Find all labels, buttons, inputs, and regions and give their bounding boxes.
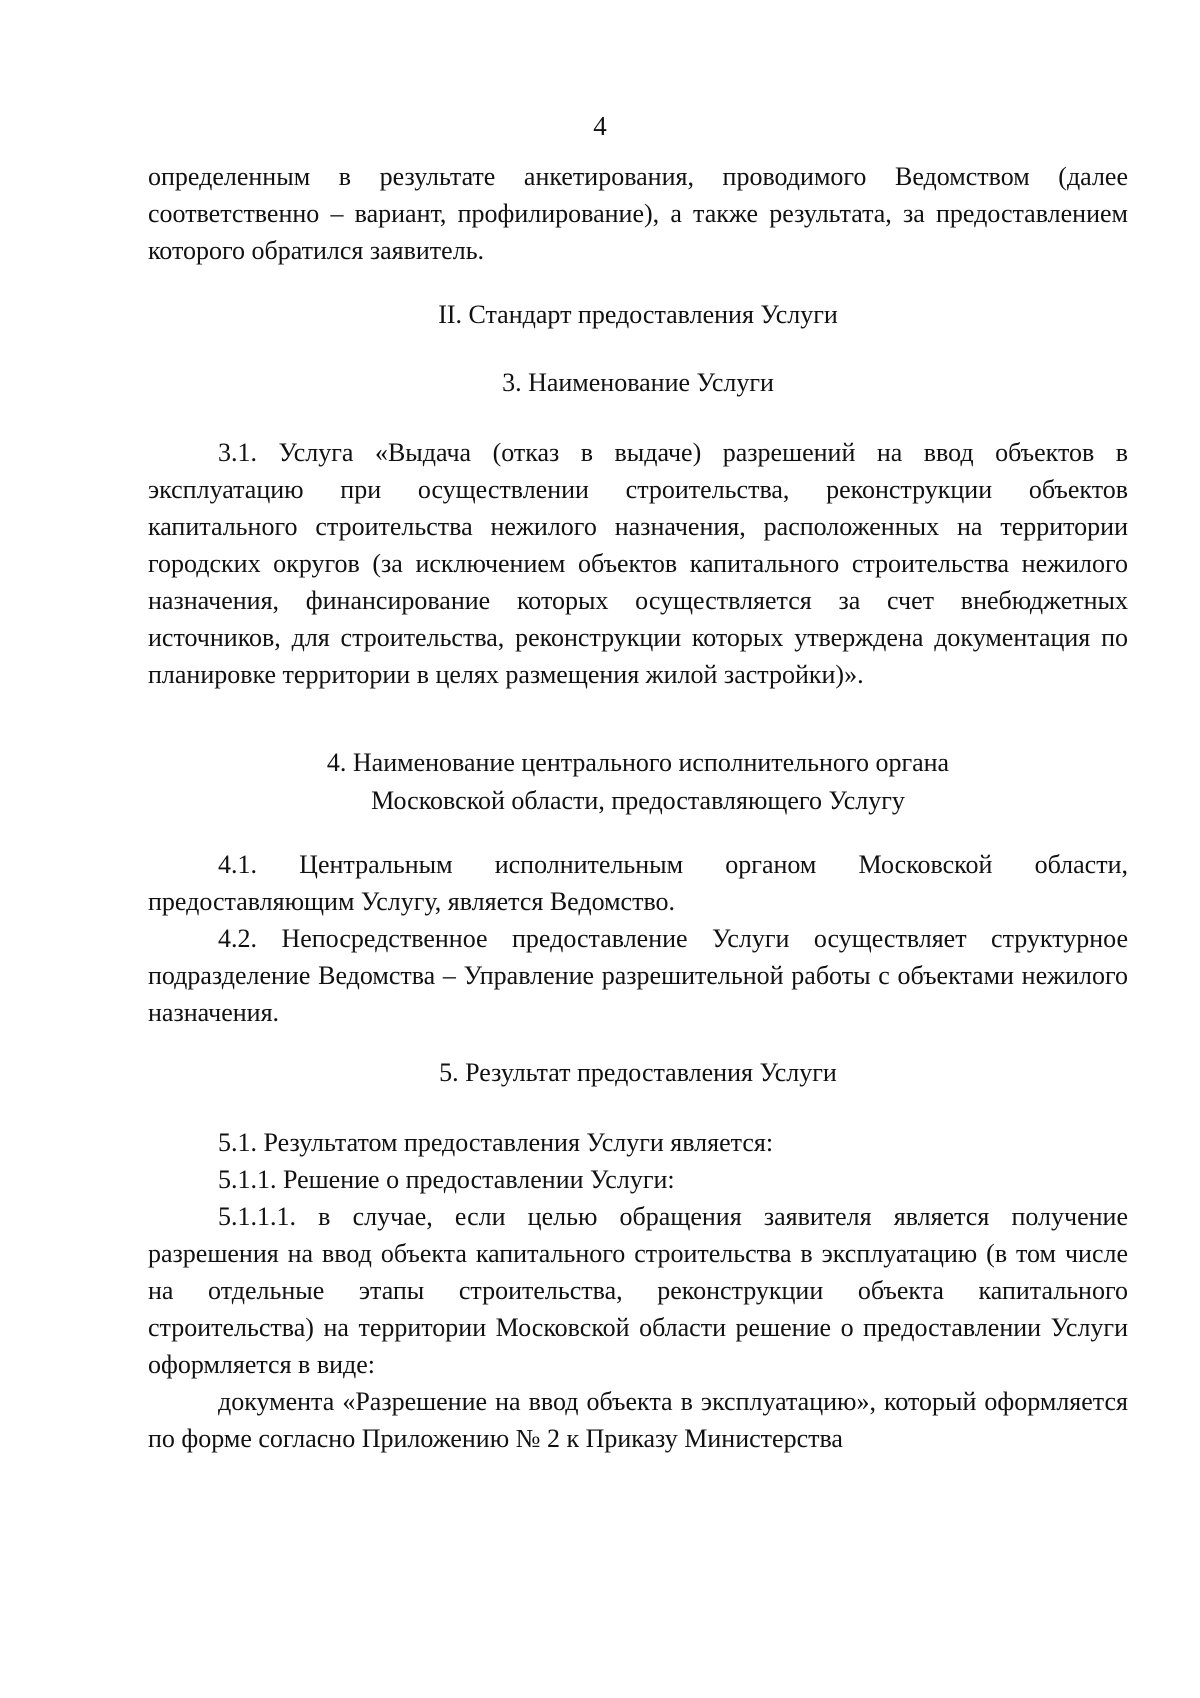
section-5-body xyxy=(148,1124,1128,1457)
section-4-body xyxy=(148,846,1128,1031)
section-3-title: 3. Наименование Услуги xyxy=(502,368,774,397)
paragraph-5-1-1-1: 5.1.1.1. в случае, если целью обращения заявителя является получение разрешения на ввод объекта капитального строительства в эксплуатацию (в том числе на отдельные этапы строительства, реконструкции объекта капитального строительства) на территории Московской области решение о предоставлении Услуги оформляется в виде: xyxy=(148,1202,1128,1379)
section-3-body xyxy=(148,434,1128,693)
paragraph-document-form: документа «Разрешение на ввод объекта в эксплуатацию», который оформляется по форме согласно Приложению № 2 к Приказу Министерства xyxy=(148,1387,1128,1453)
intro-block xyxy=(148,158,1128,269)
section-2-title: II. Стандарт предоставления Услуги xyxy=(438,300,838,329)
intro-paragraph: определенным в результате анкетирования, проводимого Ведомством (далее соответственно – вариант, профилирование), а также результата, за предоставлением которого обратился заявитель. xyxy=(148,162,1128,265)
paragraph-5-1: 5.1. Результатом предоставления Услуги является: xyxy=(218,1128,774,1157)
section-4-heading xyxy=(148,744,1128,820)
page-number: 4 xyxy=(593,111,607,141)
section-5-heading xyxy=(148,1054,1128,1092)
paragraph-3-1: 3.1. Услуга «Выдача (отказ в выдаче) разрешений на ввод объектов в эксплуатацию при осуществлении строительства, реконструкции объектов капитального строительства нежилого назначения, расположенных на территории городских округов (за исключением объектов капитального строительства нежилого назначения, финансирование которых осуществляется за счет внебюджетных источников, для строительства, реконструкции которых утверждена документация по планировке территории в целях размещения жилой застройки)». xyxy=(148,438,1128,689)
section-4-title-line-2: Московской области, предоставляющего Услугу xyxy=(371,786,905,815)
section-5-title: 5. Результат предоставления Услуги xyxy=(439,1058,837,1087)
section-2-heading xyxy=(148,296,1128,334)
paragraph-5-1-1: 5.1.1. Решение о предоставлении Услуги: xyxy=(218,1165,675,1194)
section-3-heading xyxy=(148,364,1128,402)
paragraph-4-1: 4.1. Центральным исполнительным органом Московской области, предоставляющим Услугу, является Ведомство. xyxy=(148,850,1128,916)
section-4-title-line-1: 4. Наименование центрального исполнительного органа xyxy=(326,748,950,777)
paragraph-4-2: 4.2. Непосредственное предоставление Услуги осуществляет структурное подразделение Ведомства – Управление разрешительной работы с объектами нежилого назначения. xyxy=(148,924,1128,1027)
